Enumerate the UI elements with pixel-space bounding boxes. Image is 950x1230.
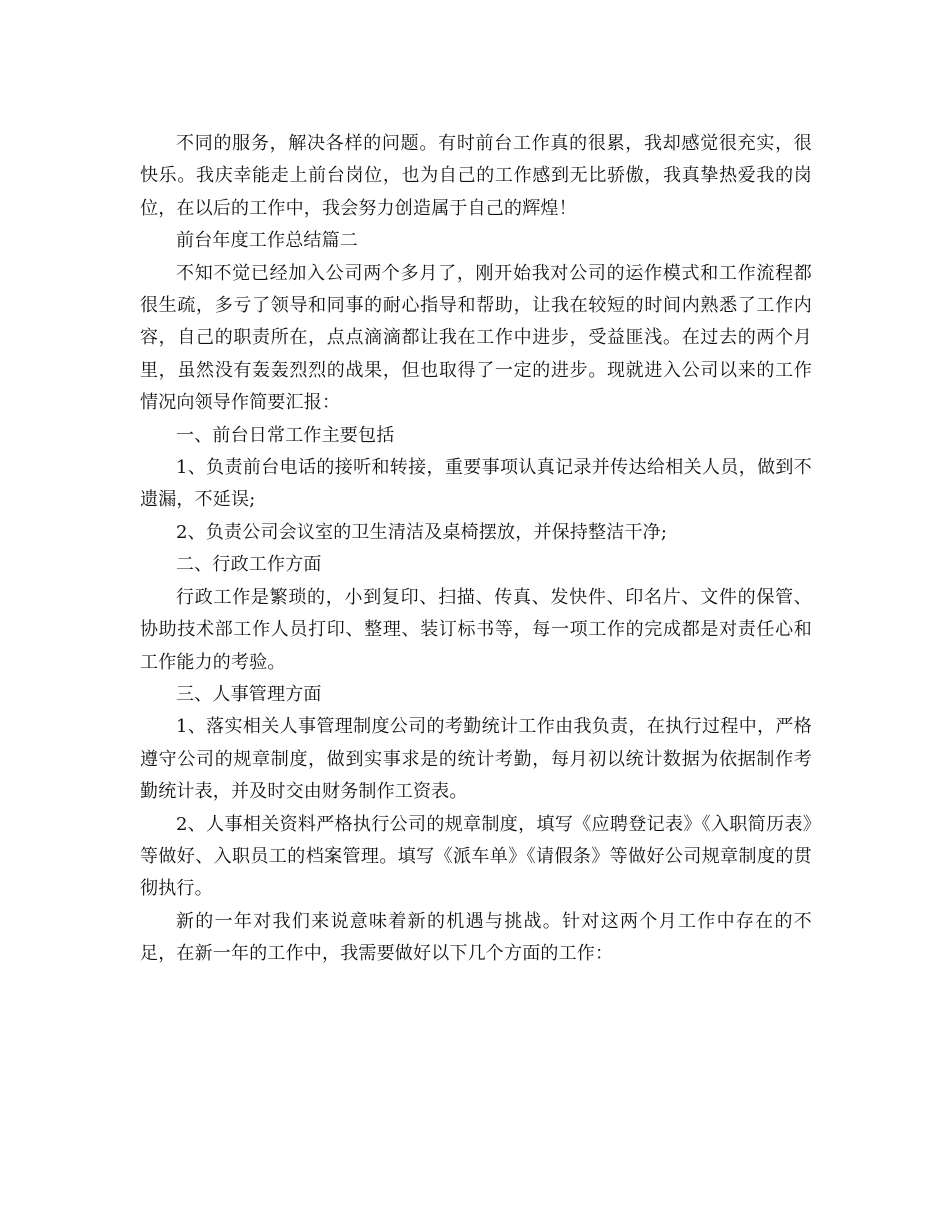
list-item-meeting-room-duties: 2、负责公司会议室的卫生清洁及桌椅摆放，并保持整洁干净; <box>176 521 668 543</box>
list-item-personnel-records: 2、人事相关资料严格执行公司的规章制度，填写《应聘登记表》《入职简历表》等做好、入职员工的档案管理。填写《派车单》《请假条》等做好公司规章制度的贯彻执行。 <box>140 813 812 900</box>
heading-personnel-management: 三、人事管理方面 <box>176 683 322 705</box>
heading-administrative-work: 二、行政工作方面 <box>176 554 322 576</box>
list-item-phone-duties: 1、负责前台电话的接听和转接，重要事项认真记录并传达给相关人员，做到不遗漏，不延误; <box>140 457 812 511</box>
document-body <box>140 128 812 971</box>
list-item-attendance: 1、落实相关人事管理制度公司的考勤统计工作由我负责，在执行过程中，严格遵守公司的规章制度，做到实事求是的统计考勤，每月初以统计数据为依据制作考勤统计表，并及时交由财务制作工资表。 <box>140 716 812 803</box>
paragraph-intro-continuation: 不同的服务，解决各样的问题。有时前台工作真的很累，我却感觉很充实，很快乐。我庆幸能走上前台岗位，也为自己的工作感到无比骄傲，我真挚热爱我的岗位，在以后的工作中，我会努力创造属于自己的辉煌！ <box>140 133 812 219</box>
heading-front-desk-daily-work: 一、前台日常工作主要包括 <box>176 424 395 446</box>
paragraph-overview: 不知不觉已经加入公司两个多月了，刚开始我对公司的运作模式和工作流程都很生疏，多亏了领导和同事的耐心指导和帮助，让我在较短的时间内熟悉了工作内容，自己的职责所在，点点滴滴都让我在工作中进步，受益匪浅。在过去的两个月里，虽然没有轰轰烈烈的战果，但也取得了一定的进步。现就进入公司以来的工作情况向领导作简要汇报： <box>140 262 812 414</box>
section-title-part-two: 前台年度工作总结篇二 <box>176 230 358 252</box>
paragraph-administrative-work: 行政工作是繁琐的，小到复印、扫描、传真、发快件、印名片、文件的保管、协助技术部工作人员打印、整理、装订标书等，每一项工作的完成都是对责任心和工作能力的考验。 <box>140 586 812 673</box>
paragraph-new-year-plan: 新的一年对我们来说意味着新的机遇与挑战。针对这两个月工作中存在的不足，在新一年的工作中，我需要做好以下几个方面的工作： <box>140 910 812 965</box>
